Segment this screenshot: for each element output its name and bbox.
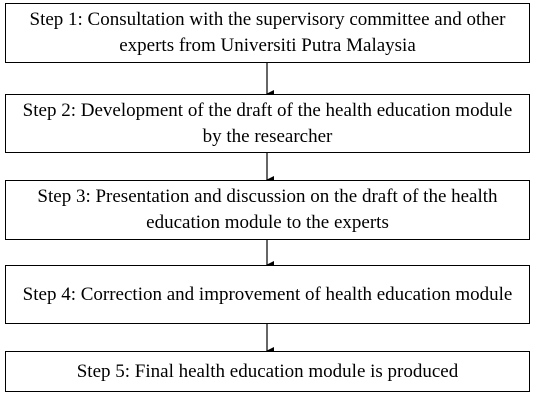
- step-4-box: [5, 265, 530, 324]
- step-5-text: Step 5: Final health education module is produced: [76, 360, 459, 382]
- step-4-text: Step 4: Correction and improvement of health education module: [22, 283, 513, 305]
- step-1-box: [5, 3, 530, 63]
- step-3-box: [5, 180, 530, 240]
- step-1-text: Step 1: Consultation with the supervisory committee and other experts from Universiti Putra Malaysia: [29, 9, 506, 56]
- step-3-text: Step 3: Presentation and discussion on the draft of the health education module to the experts: [37, 186, 498, 233]
- step-2-box: [5, 94, 530, 153]
- step-5-box: [5, 351, 530, 392]
- step-2-text: Step 2: Development of the draft of the health education module by the researcher: [22, 99, 513, 147]
